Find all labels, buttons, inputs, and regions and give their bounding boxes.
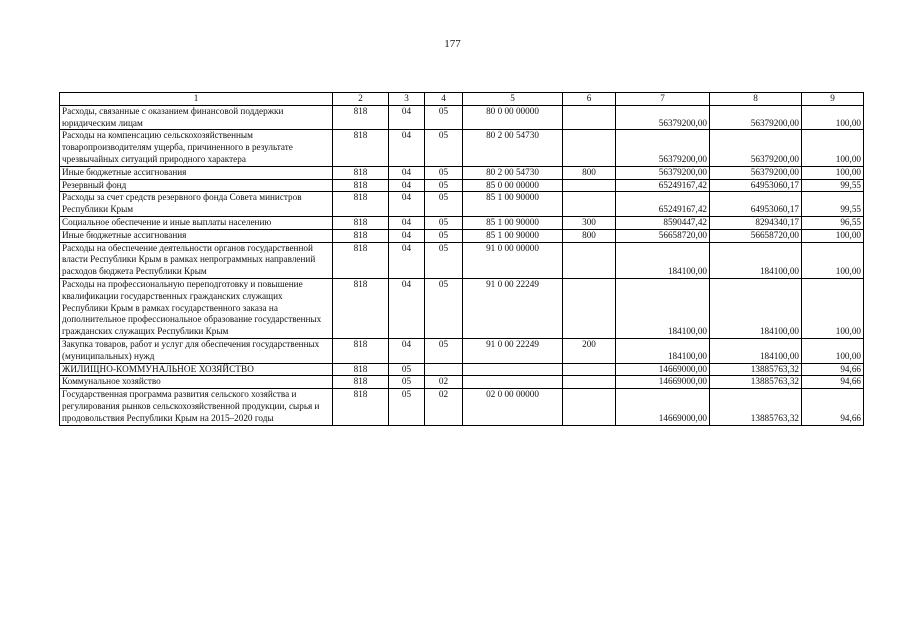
cell-subsection: 05 — [425, 278, 463, 338]
cell-expense-type — [563, 105, 616, 130]
cell-target-code: 80 2 00 54730 — [463, 166, 563, 179]
cell-expense-type: 800 — [563, 166, 616, 179]
cell-target-code: 91 0 00 22249 — [463, 338, 563, 363]
cell-plan: 8590447,42 — [616, 216, 710, 229]
column-header: 9 — [802, 93, 864, 106]
row-name: Социальное обеспечение и иные выплаты населению — [60, 216, 333, 229]
cell-plan: 56379200,00 — [616, 166, 710, 179]
cell-actual: 8294340,17 — [710, 216, 802, 229]
row-name: Расходы на профессиональную переподготовку и повышение квалификации государственных гражданских служащих Республики Крым в рамках государственного заказа на дополнительное профессиональное образование государственных гражданских служащих Республики Крым — [60, 278, 333, 338]
row-name: Закупка товаров, работ и услуг для обеспечения государственных (муниципальных) нужд — [60, 338, 333, 363]
cell-grbs: 818 — [333, 363, 389, 376]
cell-target-code: 91 0 00 22249 — [463, 278, 563, 338]
header-row — [60, 93, 864, 106]
cell-grbs: 818 — [333, 166, 389, 179]
row-name: Иные бюджетные ассигнования — [60, 166, 333, 179]
page-number: 177 — [444, 38, 461, 50]
cell-subsection — [425, 363, 463, 376]
cell-target-code: 85 0 00 00000 — [463, 179, 563, 192]
cell-plan: 14669000,00 — [616, 376, 710, 389]
column-header: 8 — [710, 93, 802, 106]
cell-target-code: 80 0 00 00000 — [463, 105, 563, 130]
table-row — [60, 363, 864, 376]
cell-actual: 56379200,00 — [710, 166, 802, 179]
column-header: 7 — [616, 93, 710, 106]
row-name: Расходы, связанные с оказанием финансовой поддержки юридическим лицам — [60, 105, 333, 130]
cell-actual: 184100,00 — [710, 338, 802, 363]
cell-actual: 56379200,00 — [710, 105, 802, 130]
column-header: 6 — [563, 93, 616, 106]
cell-percent: 100,00 — [802, 229, 864, 242]
table-row — [60, 192, 864, 217]
cell-plan: 65249167,42 — [616, 179, 710, 192]
cell-subsection: 05 — [425, 105, 463, 130]
cell-grbs: 818 — [333, 338, 389, 363]
table-row — [60, 179, 864, 192]
column-header: 1 — [60, 93, 333, 106]
cell-actual: 56658720,00 — [710, 229, 802, 242]
cell-expense-type — [563, 130, 616, 166]
cell-percent: 100,00 — [802, 130, 864, 166]
cell-percent: 94,66 — [802, 376, 864, 389]
cell-plan: 14669000,00 — [616, 389, 710, 425]
cell-plan: 65249167,42 — [616, 192, 710, 217]
cell-percent: 100,00 — [802, 242, 864, 278]
cell-expense-type — [563, 179, 616, 192]
cell-section: 05 — [389, 389, 425, 425]
cell-target-code: 91 0 00 00000 — [463, 242, 563, 278]
cell-plan: 184100,00 — [616, 242, 710, 278]
cell-section: 04 — [389, 278, 425, 338]
table-row — [60, 105, 864, 130]
row-name: Коммунальное хозяйство — [60, 376, 333, 389]
cell-subsection: 05 — [425, 192, 463, 217]
cell-section: 04 — [389, 242, 425, 278]
cell-target-code: 02 0 00 00000 — [463, 389, 563, 425]
cell-target-code — [463, 363, 563, 376]
cell-grbs: 818 — [333, 242, 389, 278]
cell-target-code: 80 2 00 54730 — [463, 130, 563, 166]
cell-plan: 184100,00 — [616, 278, 710, 338]
cell-section: 04 — [389, 338, 425, 363]
cell-expense-type: 800 — [563, 229, 616, 242]
row-name: Резервный фонд — [60, 179, 333, 192]
cell-section: 04 — [389, 192, 425, 217]
cell-plan: 184100,00 — [616, 338, 710, 363]
row-name: Расходы за счет средств резервного фонда Совета министров Республики Крым — [60, 192, 333, 217]
cell-percent: 99,55 — [802, 179, 864, 192]
cell-actual: 64953060,17 — [710, 179, 802, 192]
cell-grbs: 818 — [333, 192, 389, 217]
cell-grbs: 818 — [333, 216, 389, 229]
cell-subsection: 05 — [425, 229, 463, 242]
cell-subsection: 02 — [425, 376, 463, 389]
cell-percent: 100,00 — [802, 105, 864, 130]
cell-expense-type: 300 — [563, 216, 616, 229]
column-header: 3 — [389, 93, 425, 106]
cell-expense-type — [563, 242, 616, 278]
cell-actual: 184100,00 — [710, 242, 802, 278]
cell-expense-type: 200 — [563, 338, 616, 363]
cell-actual: 13885763,32 — [710, 376, 802, 389]
cell-actual: 64953060,17 — [710, 192, 802, 217]
cell-section: 05 — [389, 376, 425, 389]
column-header: 2 — [333, 93, 389, 106]
cell-section: 04 — [389, 105, 425, 130]
cell-expense-type — [563, 376, 616, 389]
column-header: 5 — [463, 93, 563, 106]
cell-grbs: 818 — [333, 376, 389, 389]
row-name: Расходы на обеспечение деятельности органов государственной власти Республики Крым в рамках непрограммных направлений расходов бюджета Республики Крым — [60, 242, 333, 278]
cell-actual: 184100,00 — [710, 278, 802, 338]
cell-plan: 56379200,00 — [616, 130, 710, 166]
cell-plan: 56379200,00 — [616, 105, 710, 130]
table-row — [60, 376, 864, 389]
cell-grbs: 818 — [333, 105, 389, 130]
cell-section: 04 — [389, 130, 425, 166]
cell-expense-type — [563, 363, 616, 376]
table-row — [60, 338, 864, 363]
cell-subsection: 05 — [425, 242, 463, 278]
row-name: Расходы на компенсацию сельскохозяйственным товаропроизводителям ущерба, причиненного в результате чрезвычайных ситуаций природного характера — [60, 130, 333, 166]
cell-grbs: 818 — [333, 179, 389, 192]
cell-grbs: 818 — [333, 389, 389, 425]
cell-percent: 100,00 — [802, 338, 864, 363]
row-name: ЖИЛИЩНО-КОММУНАЛЬНОЕ ХОЗЯЙСТВО — [60, 363, 333, 376]
cell-percent: 100,00 — [802, 166, 864, 179]
cell-percent: 94,66 — [802, 389, 864, 425]
cell-target-code: 85 1 00 90000 — [463, 229, 563, 242]
cell-subsection: 05 — [425, 216, 463, 229]
cell-actual: 13885763,32 — [710, 363, 802, 376]
cell-section: 04 — [389, 179, 425, 192]
cell-percent: 99,55 — [802, 192, 864, 217]
table-row — [60, 130, 864, 166]
cell-expense-type — [563, 389, 616, 425]
table-row — [60, 278, 864, 338]
table-row — [60, 166, 864, 179]
table-row — [60, 229, 864, 242]
cell-section: 04 — [389, 166, 425, 179]
budget-table — [59, 92, 864, 426]
table-row — [60, 216, 864, 229]
cell-target-code: 85 1 00 90000 — [463, 192, 563, 217]
cell-target-code — [463, 376, 563, 389]
cell-grbs: 818 — [333, 278, 389, 338]
cell-percent: 96,55 — [802, 216, 864, 229]
column-header: 4 — [425, 93, 463, 106]
cell-section: 04 — [389, 216, 425, 229]
cell-actual: 56379200,00 — [710, 130, 802, 166]
cell-section: 04 — [389, 229, 425, 242]
cell-subsection: 05 — [425, 179, 463, 192]
cell-expense-type — [563, 278, 616, 338]
cell-target-code: 85 1 00 90000 — [463, 216, 563, 229]
cell-grbs: 818 — [333, 130, 389, 166]
cell-plan: 56658720,00 — [616, 229, 710, 242]
cell-subsection: 05 — [425, 166, 463, 179]
row-name: Иные бюджетные ассигнования — [60, 229, 333, 242]
cell-plan: 14669000,00 — [616, 363, 710, 376]
cell-subsection: 05 — [425, 338, 463, 363]
cell-subsection: 05 — [425, 130, 463, 166]
cell-percent: 100,00 — [802, 278, 864, 338]
cell-percent: 94,66 — [802, 363, 864, 376]
table-row — [60, 389, 864, 425]
cell-expense-type — [563, 192, 616, 217]
row-name: Государственная программа развития сельского хозяйства и регулирования рынков сельскохозяйственной продукции, сырья и продовольствия Республики Крым на 2015–2020 годы — [60, 389, 333, 425]
cell-section: 05 — [389, 363, 425, 376]
cell-subsection: 02 — [425, 389, 463, 425]
table-row — [60, 242, 864, 278]
cell-grbs: 818 — [333, 229, 389, 242]
cell-actual: 13885763,32 — [710, 389, 802, 425]
